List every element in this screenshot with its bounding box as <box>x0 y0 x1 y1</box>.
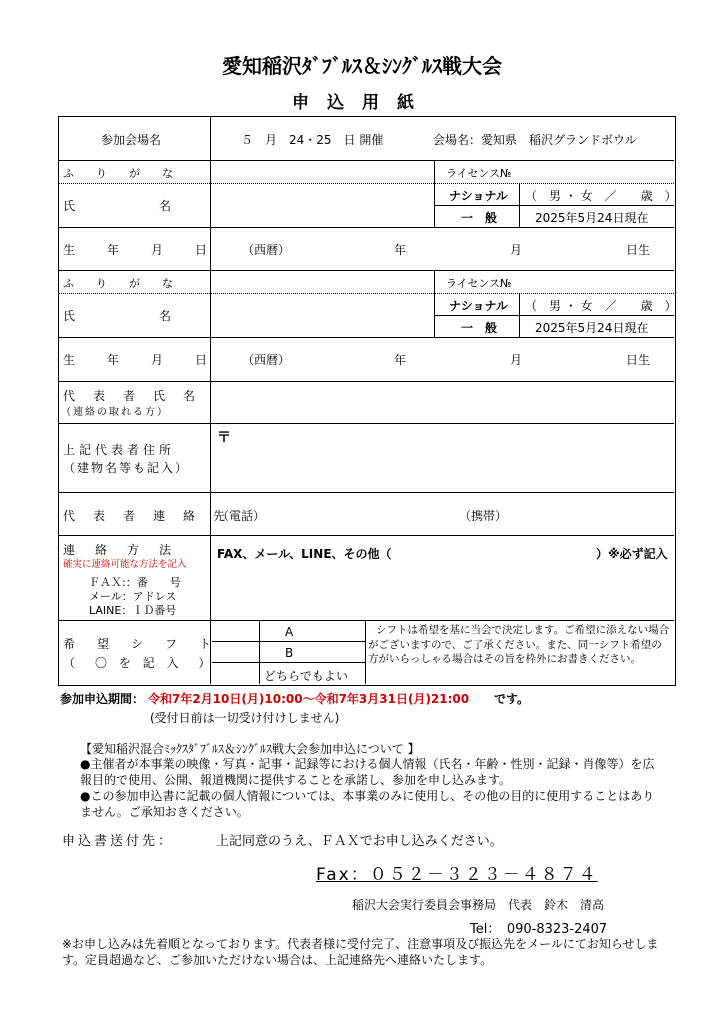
general-label: 一 般 <box>461 211 498 225</box>
send-text: 上記同意のうえ、ＦＡＸでお申し込みください。 <box>216 834 503 849</box>
line-item: LAINE：ＩＤ番号 <box>89 604 177 617</box>
notice-bullet-2: ●この参加申込書に記載の個人情報については、本事業のみに使用し、その他の目的に使用することはありません。ご承知おきください。 <box>80 789 655 819</box>
shift-sub: （ 〇 を 記 入 ） <box>63 656 215 670</box>
fax-number: Fax：０５２－３２３－４８７４ <box>316 865 598 885</box>
send-label: 申込書送付先： <box>62 834 175 849</box>
office-tel: Tel： 090-8323-2407 <box>470 922 608 937</box>
as-of-date: 2025年5月24日現在 <box>535 321 649 335</box>
event-date: ５ 月 24・25 日 開催 <box>241 133 384 147</box>
contact-required: ）※必ず記入 <box>596 547 668 561</box>
period-label: 参加申込期間： <box>60 692 145 706</box>
shift-option-either[interactable]: どちらでもよい <box>264 669 348 683</box>
day-label: 日生 <box>626 243 651 257</box>
page-title: 愛知稲沢ﾀﾞﾌﾞﾙｽ＆ｼﾝｸﾞﾙｽ戦大会 <box>222 54 502 78</box>
furigana-label: ふ り が な <box>63 277 173 290</box>
gender-age: （ 男 ・ 女 ／ 歳 ） <box>525 299 677 313</box>
venue-name: 会場名：愛知県 稲沢グランドボウル <box>433 133 637 147</box>
as-of-date: 2025年5月24日現在 <box>535 211 649 225</box>
page-subtitle: 申込用紙 <box>292 93 432 113</box>
year-label: 年 <box>394 353 407 367</box>
year-label: 年 <box>394 243 407 257</box>
address-label: 上記代表者住所 <box>63 443 176 457</box>
national-label: ナショナル <box>449 299 508 313</box>
shift-note: シフトは希望を基に当会で決定します。ご希望に添えない場合がございますので、ご了承ください。また、同一シフト希望の方がいらっしゃる場合はその旨を枠外にお書きください。 <box>368 624 670 665</box>
period-range: 令和7年2月10日(月)10:00～令和7年3月31日(月)21:00 <box>148 692 470 706</box>
fax-item: ＦＡＸ:：番 号 <box>89 576 181 589</box>
month-label: 月 <box>510 243 523 257</box>
venue-label: 参加会場名 <box>101 133 162 147</box>
postal-mark: 〒 <box>217 430 231 446</box>
period-suffix: です。 <box>494 692 530 706</box>
birth-label: 生 年 月 日 <box>63 243 218 257</box>
national-label: ナショナル <box>449 189 508 203</box>
license-label: ライセンス№ <box>446 167 512 180</box>
contact-field-text: FAX、メール、LINE、その他（ <box>217 547 392 561</box>
rep-name-sub: （連絡の取れる方） <box>61 407 169 418</box>
day-label: 日生 <box>626 353 651 367</box>
license-label: ライセンス№ <box>446 277 512 290</box>
era-label: （西暦） <box>242 353 291 367</box>
mobile-label: （携帯） <box>459 509 508 523</box>
notice-bullet-1: ●主催者が本事業の映像・写真・記事・記録等における個人情報（氏名・年齢・性別・記録・肖像等）を広報目的で使用、公開、報道機関に提供することを承諾し、参加を申し込みます。 <box>80 757 655 787</box>
footer-note: ※お申し込みは先着順となっております。代表者様に受付完了、注意事項及び振込先をメールにてお知らせします。定員超過など、ご参加いただけない場合は、上記連絡先へ連絡いたします。 <box>62 937 659 967</box>
era-label: （西暦） <box>242 243 291 257</box>
month-label: 月 <box>510 353 523 367</box>
furigana-label: ふ り が な <box>63 167 173 180</box>
mail-item: メール：アドレス <box>89 590 177 603</box>
period-sub: (受付日前は一切受け付けしません) <box>150 711 340 725</box>
contact-method-label: 連 絡 方 法 <box>63 543 176 557</box>
application-form <box>58 116 676 686</box>
notice-heading: 【愛知稲沢混合ﾐｯｸｽﾀﾞﾌﾞﾙｽ＆ｼﾝｸﾞﾙｽ戦大会参加申込について 】 <box>80 742 420 756</box>
address-sub: （建物名等も記入） <box>63 461 190 475</box>
contact-label: 代 表 者 連 絡 先 <box>63 509 229 523</box>
name-label: 氏 名 <box>63 199 172 213</box>
shift-option-b[interactable]: B <box>285 646 294 660</box>
contact-method-note: 確実に連絡可能な方法を記入 <box>63 559 187 570</box>
gender-age: （ 男 ・ 女 ／ 歳 ） <box>525 189 677 203</box>
shift-option-a[interactable]: A <box>285 625 294 639</box>
birth-label: 生 年 月 日 <box>63 353 218 367</box>
shift-label: 希 望 シ フ ト <box>63 637 217 651</box>
rep-name-label: 代 表 者 氏 名 <box>63 389 199 403</box>
phone-label: （電話） <box>217 509 266 523</box>
office-name: 稲沢大会実行委員会事務局 代表 鈴木 清高 <box>352 898 605 912</box>
general-label: 一 般 <box>461 321 498 335</box>
name-label: 氏 名 <box>63 309 172 323</box>
